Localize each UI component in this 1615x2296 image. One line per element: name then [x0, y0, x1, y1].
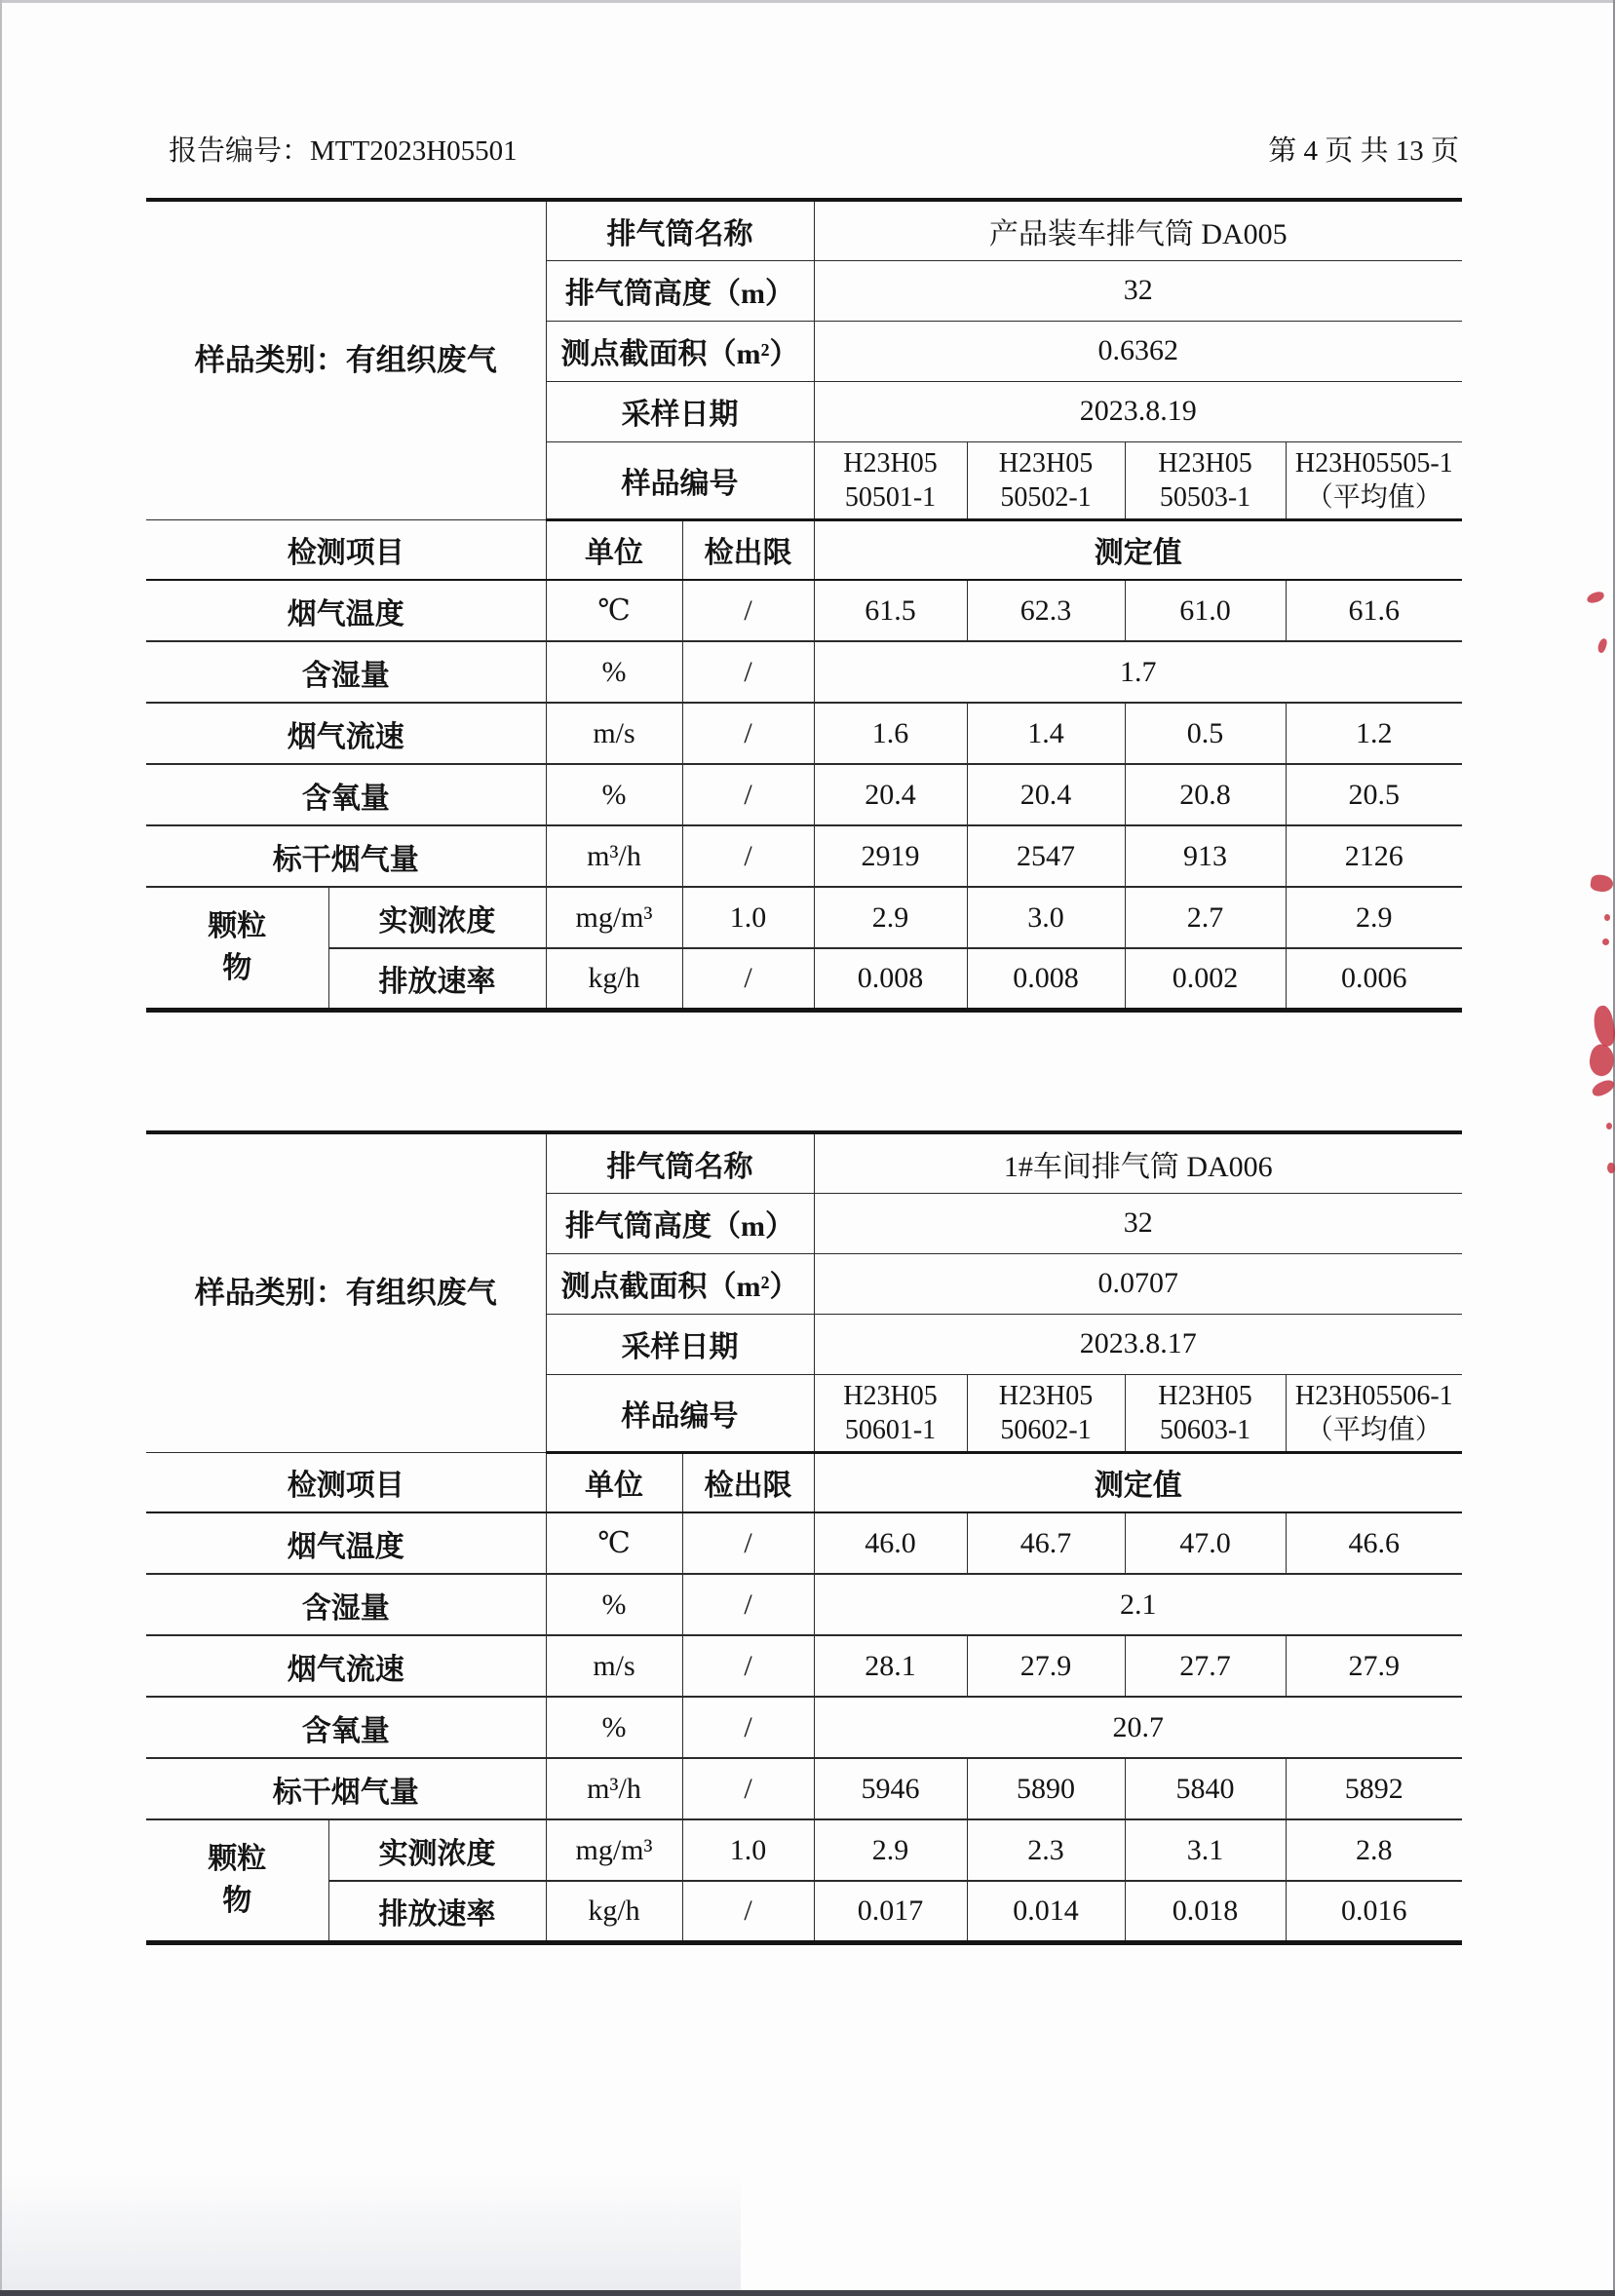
value-cell-merged: 20.7 — [814, 1697, 1462, 1758]
limit-cell: / — [682, 764, 814, 825]
info-value: 1#车间排气筒 DA006 — [814, 1132, 1462, 1193]
item-name: 含湿量 — [146, 1574, 546, 1635]
limit-cell: / — [682, 1697, 814, 1758]
sample-category: 样品类别：有组织废气 — [146, 200, 546, 519]
value-cell: 27.9 — [1286, 1635, 1462, 1697]
limit-cell: / — [682, 1635, 814, 1697]
col-header-limit: 检出限 — [682, 519, 814, 580]
sample-id-cell: H23H05 50502-1 — [967, 441, 1125, 519]
item-name: 标干烟气量 — [146, 1758, 546, 1819]
limit-cell: / — [682, 703, 814, 764]
info-label: 采样日期 — [546, 381, 814, 441]
limit-cell: 1.0 — [682, 887, 814, 948]
unit-cell: mg/m³ — [546, 1819, 682, 1881]
item-name: 含湿量 — [146, 641, 546, 703]
info-value: 32 — [814, 1193, 1462, 1253]
sample-id-cell: H23H05 50602-1 — [967, 1374, 1125, 1452]
value-cell: 0.014 — [967, 1881, 1125, 1942]
value-cell: 2.9 — [814, 887, 967, 948]
col-header-unit: 单位 — [546, 1452, 682, 1512]
info-label: 排气筒高度（m） — [546, 1193, 814, 1253]
value-cell: 46.7 — [967, 1512, 1125, 1574]
item-name: 排放速率 — [328, 1881, 546, 1942]
value-cell: 20.4 — [967, 764, 1125, 825]
scan-edge-bottom — [0, 2290, 1615, 2296]
value-cell: 5946 — [814, 1758, 967, 1819]
limit-cell: / — [682, 1574, 814, 1635]
scan-haze — [0, 2173, 741, 2290]
value-cell: 3.0 — [967, 887, 1125, 948]
col-header-item: 检测项目 — [146, 519, 546, 580]
item-name: 排放速率 — [328, 948, 546, 1010]
limit-cell: / — [682, 641, 814, 703]
measurement-table-da005 — [146, 198, 1462, 1013]
value-cell: 27.9 — [967, 1635, 1125, 1697]
scan-edge-top — [0, 0, 1615, 3]
unit-cell: m/s — [546, 1635, 682, 1697]
value-cell: 61.0 — [1125, 580, 1286, 641]
unit-cell: m³/h — [546, 825, 682, 887]
item-name: 含氧量 — [146, 764, 546, 825]
red-ink-mark — [1607, 1163, 1615, 1173]
value-cell: 2.3 — [967, 1819, 1125, 1881]
info-value: 32 — [814, 260, 1462, 321]
value-cell: 2.8 — [1286, 1819, 1462, 1881]
info-label: 测点截面积（m²） — [546, 1253, 814, 1314]
group-label-particulate: 颗粒物 — [146, 887, 328, 1010]
value-cell: 5890 — [967, 1758, 1125, 1819]
info-label: 采样日期 — [546, 1314, 814, 1374]
sample-id-cell: H23H05505-1 （平均值） — [1286, 441, 1462, 519]
limit-cell: / — [682, 1881, 814, 1942]
sample-id-cell: H23H05 50503-1 — [1125, 441, 1286, 519]
unit-cell: m³/h — [546, 1758, 682, 1819]
unit-cell: % — [546, 764, 682, 825]
value-cell: 0.018 — [1125, 1881, 1286, 1942]
unit-cell: kg/h — [546, 948, 682, 1010]
value-cell-merged: 2.1 — [814, 1574, 1462, 1635]
value-cell: 2.9 — [814, 1819, 967, 1881]
red-ink-mark — [1590, 873, 1614, 893]
info-value: 2023.8.19 — [814, 381, 1462, 441]
value-cell: 0.002 — [1125, 948, 1286, 1010]
sample-id-cell: H23H05 50501-1 — [814, 441, 967, 519]
value-cell: 20.5 — [1286, 764, 1462, 825]
value-cell: 47.0 — [1125, 1512, 1286, 1574]
value-cell: 0.006 — [1286, 948, 1462, 1010]
value-cell: 3.1 — [1125, 1819, 1286, 1881]
unit-cell: % — [546, 1574, 682, 1635]
col-header-unit: 单位 — [546, 519, 682, 580]
value-cell: 2126 — [1286, 825, 1462, 887]
page-header — [169, 129, 1459, 169]
value-cell: 1.4 — [967, 703, 1125, 764]
item-name: 烟气流速 — [146, 1635, 546, 1697]
sample-id-cell: H23H05506-1 （平均值） — [1286, 1374, 1462, 1452]
limit-cell: / — [682, 1512, 814, 1574]
col-header-measured: 测定值 — [814, 519, 1462, 580]
value-cell: 20.4 — [814, 764, 967, 825]
limit-cell: / — [682, 580, 814, 641]
unit-cell: ℃ — [546, 580, 682, 641]
value-cell: 2.7 — [1125, 887, 1286, 948]
col-header-item: 检测项目 — [146, 1452, 546, 1512]
red-ink-mark — [1587, 1042, 1615, 1078]
limit-cell: 1.0 — [682, 1819, 814, 1881]
info-label: 排气筒名称 — [546, 200, 814, 260]
info-label: 排气筒高度（m） — [546, 260, 814, 321]
item-name: 烟气温度 — [146, 1512, 546, 1574]
value-cell: 0.008 — [814, 948, 967, 1010]
unit-cell: ℃ — [546, 1512, 682, 1574]
item-name: 实测浓度 — [328, 887, 546, 948]
value-cell: 5892 — [1286, 1758, 1462, 1819]
value-cell: 5840 — [1125, 1758, 1286, 1819]
red-ink-mark — [1604, 914, 1610, 921]
info-value: 0.0707 — [814, 1253, 1462, 1314]
value-cell: 28.1 — [814, 1635, 967, 1697]
value-cell: 46.0 — [814, 1512, 967, 1574]
unit-cell: % — [546, 641, 682, 703]
value-cell: 1.6 — [814, 703, 967, 764]
sample-no-label: 样品编号 — [546, 441, 814, 519]
info-label: 排气筒名称 — [546, 1132, 814, 1193]
limit-cell: / — [682, 948, 814, 1010]
item-name: 含氧量 — [146, 1697, 546, 1758]
report-number: 报告编号：MTT2023H05501 — [169, 135, 518, 167]
value-cell: 913 — [1125, 825, 1286, 887]
sample-id-cell: H23H05 50601-1 — [814, 1374, 967, 1452]
item-name: 烟气温度 — [146, 580, 546, 641]
unit-cell: m/s — [546, 703, 682, 764]
info-label: 测点截面积（m²） — [546, 321, 814, 381]
red-ink-mark — [1602, 938, 1609, 945]
value-cell: 61.6 — [1286, 580, 1462, 641]
value-cell: 0.008 — [967, 948, 1125, 1010]
sample-no-label: 样品编号 — [546, 1374, 814, 1452]
red-ink-mark — [1606, 1123, 1612, 1129]
info-value: 产品装车排气筒 DA005 — [814, 200, 1462, 260]
group-label-particulate: 颗粒物 — [146, 1819, 328, 1942]
col-header-measured: 测定值 — [814, 1452, 1462, 1512]
limit-cell: / — [682, 825, 814, 887]
red-ink-mark — [1590, 1078, 1615, 1098]
value-cell-merged: 1.7 — [814, 641, 1462, 703]
unit-cell: % — [546, 1697, 682, 1758]
unit-cell: kg/h — [546, 1881, 682, 1942]
sample-id-cell: H23H05 50603-1 — [1125, 1374, 1286, 1452]
value-cell: 0.016 — [1286, 1881, 1462, 1942]
red-ink-mark — [1596, 637, 1609, 654]
info-value: 0.6362 — [814, 321, 1462, 381]
value-cell: 2.9 — [1286, 887, 1462, 948]
value-cell: 61.5 — [814, 580, 967, 641]
value-cell: 0.017 — [814, 1881, 967, 1942]
value-cell: 62.3 — [967, 580, 1125, 641]
red-ink-mark — [1591, 1004, 1615, 1048]
sample-category: 样品类别：有组织废气 — [146, 1132, 546, 1452]
col-header-limit: 检出限 — [682, 1452, 814, 1512]
red-ink-mark — [1586, 591, 1605, 604]
measurement-table-da006 — [146, 1130, 1462, 1945]
value-cell: 2547 — [967, 825, 1125, 887]
value-cell: 20.8 — [1125, 764, 1286, 825]
item-name: 标干烟气量 — [146, 825, 546, 887]
limit-cell: / — [682, 1758, 814, 1819]
value-cell: 2919 — [814, 825, 967, 887]
unit-cell: mg/m³ — [546, 887, 682, 948]
value-cell: 1.2 — [1286, 703, 1462, 764]
item-name: 实测浓度 — [328, 1819, 546, 1881]
page-number: 第 4 页 共 13 页 — [1268, 135, 1459, 167]
scan-edge-left — [0, 0, 2, 2296]
value-cell: 46.6 — [1286, 1512, 1462, 1574]
item-name: 烟气流速 — [146, 703, 546, 764]
value-cell: 0.5 — [1125, 703, 1286, 764]
value-cell: 27.7 — [1125, 1635, 1286, 1697]
info-value: 2023.8.17 — [814, 1314, 1462, 1374]
